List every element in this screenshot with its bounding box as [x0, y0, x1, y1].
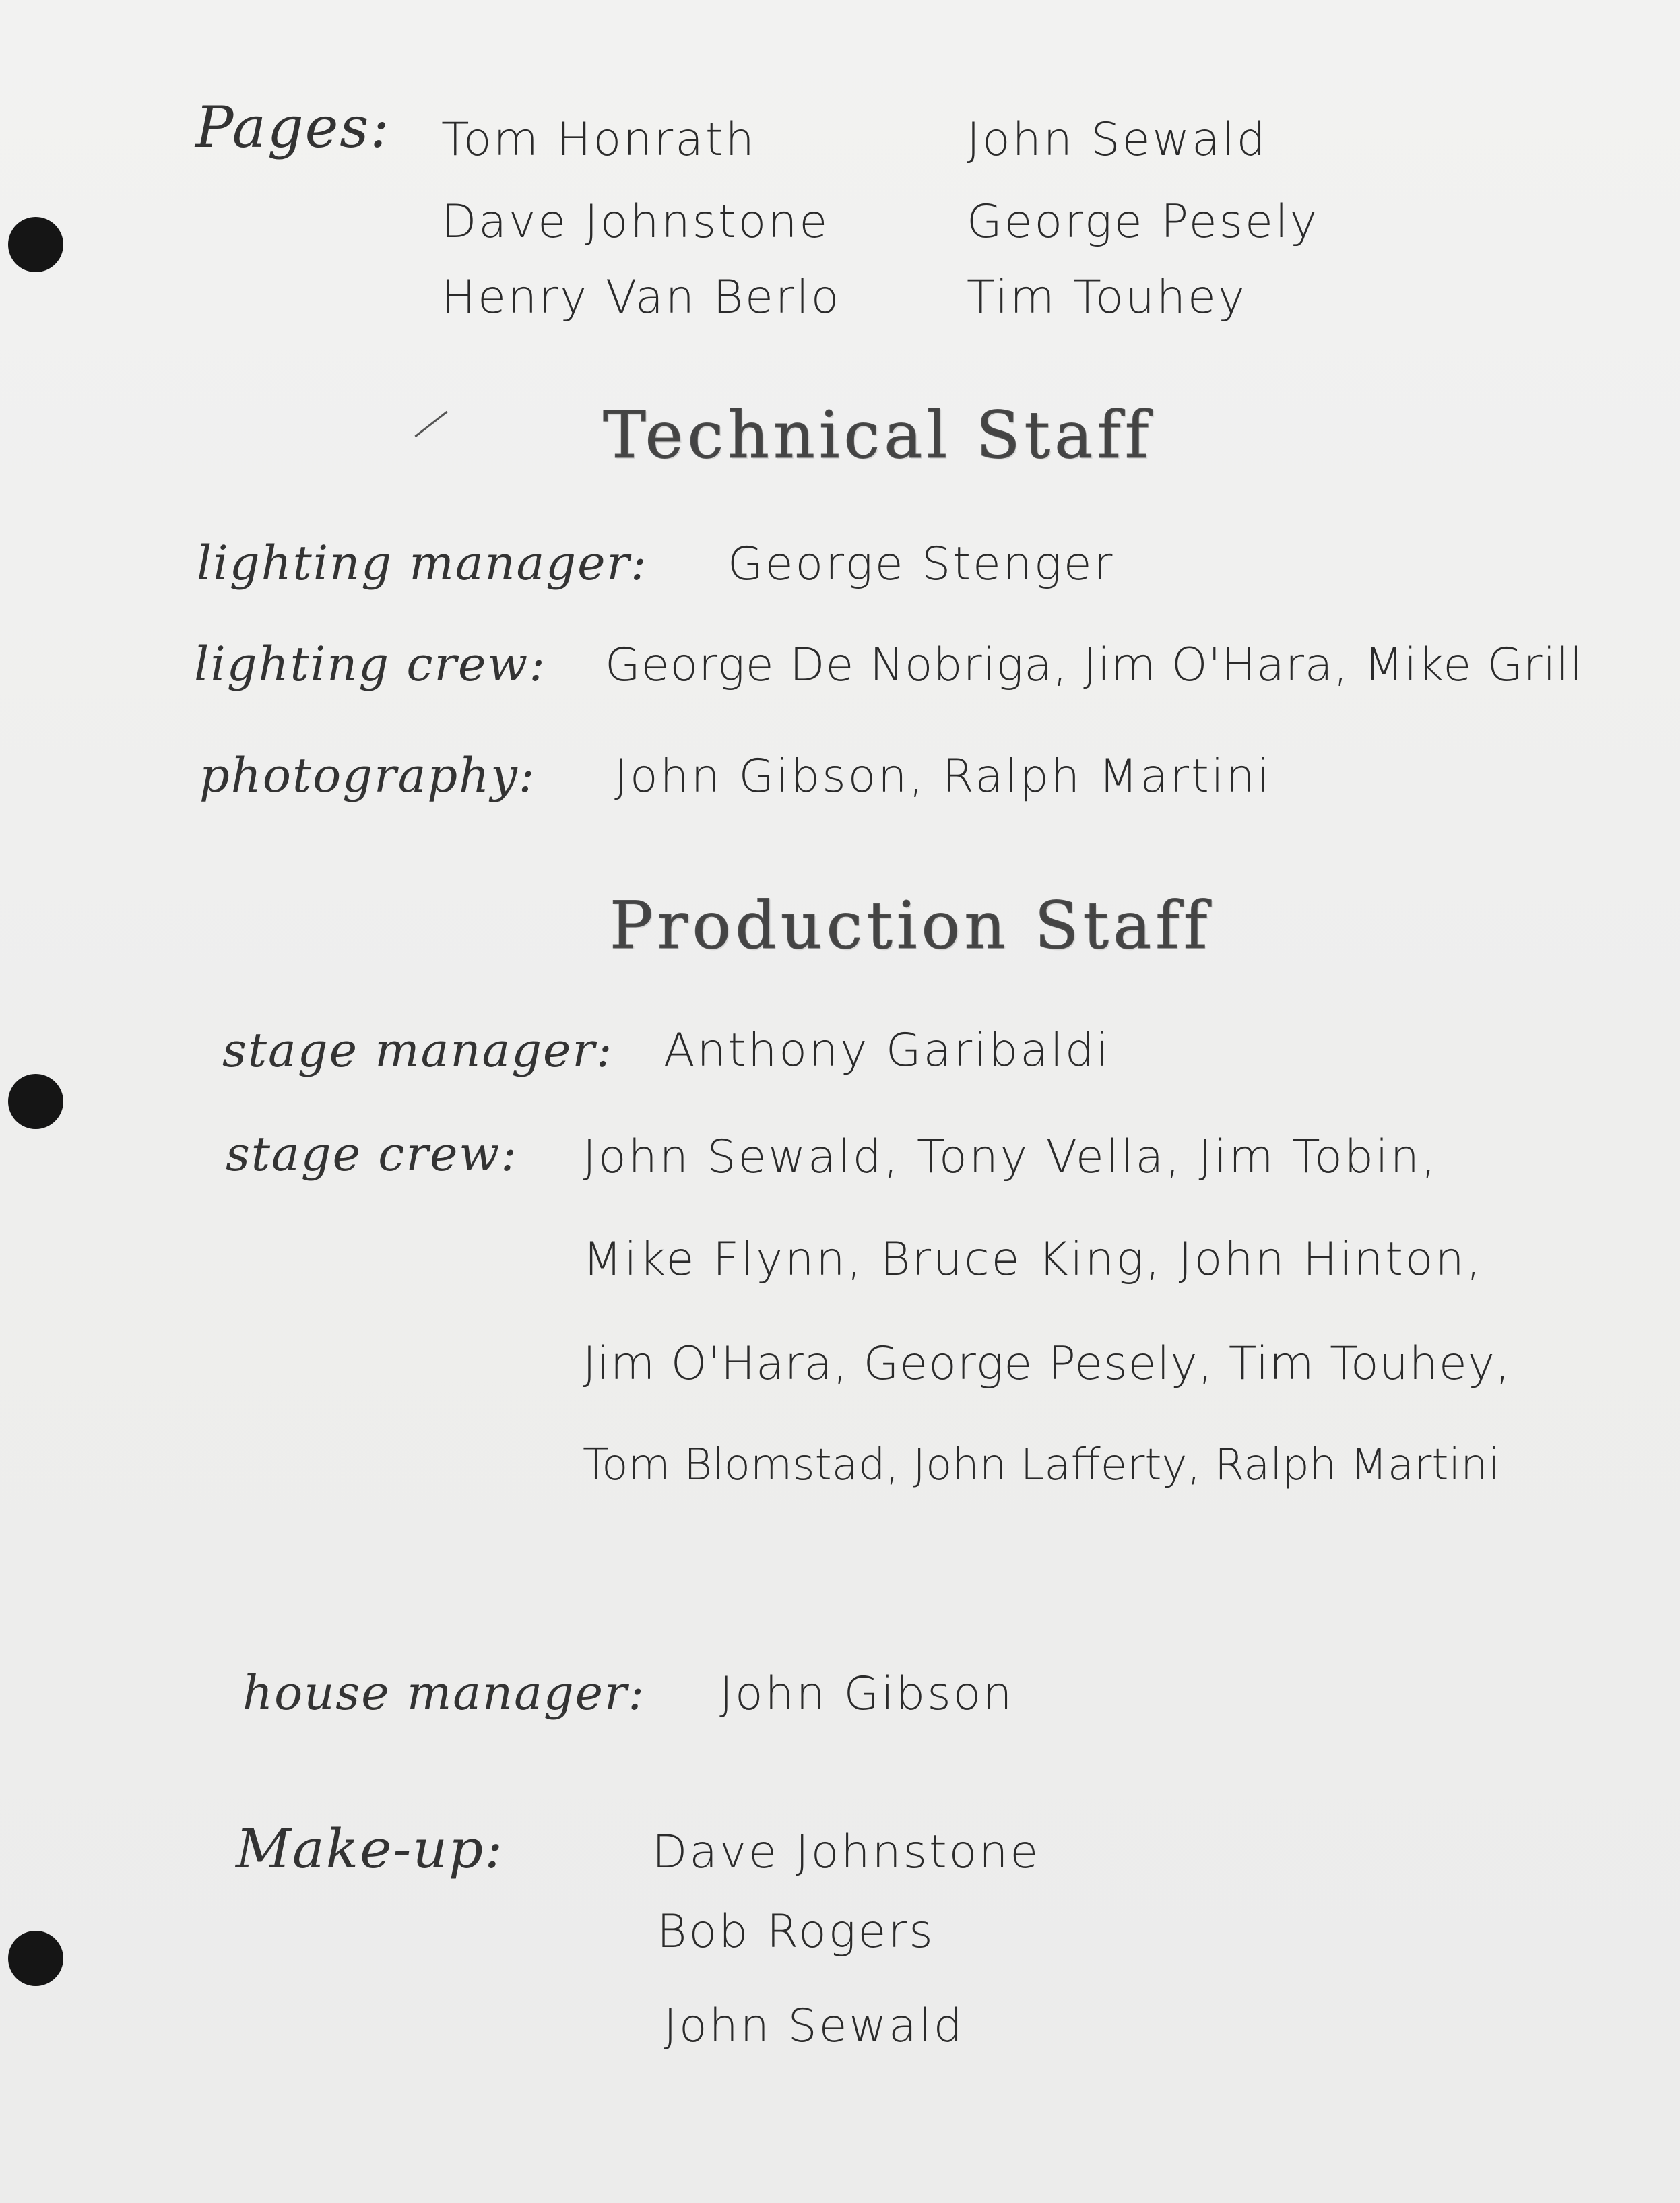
- makeup-name: John Sewald: [664, 2000, 965, 2053]
- pencil-mark: [414, 411, 447, 437]
- lighting-manager-name: George Stenger: [728, 538, 1115, 591]
- pages-name: Tom Honrath: [441, 113, 756, 166]
- pages-label: Pages:: [195, 94, 391, 160]
- stage-crew-line: Jim O'Hara, George Pesely, Tim Touhey,: [583, 1337, 1511, 1391]
- photography-names: John Gibson, Ralph Martini: [614, 750, 1272, 803]
- pages-name: John Sewald: [967, 113, 1268, 166]
- pages-name: Henry Van Berlo: [441, 271, 841, 324]
- lighting-crew-names: George De Nobriga, Jim O'Hara, Mike Grill: [605, 639, 1584, 692]
- pages-name: George Pesely: [967, 195, 1319, 249]
- pages-name: Dave Johnstone: [441, 195, 830, 249]
- house-manager-label: house manager:: [243, 1665, 646, 1721]
- binder-hole-top: [8, 217, 63, 272]
- lighting-crew-label: lighting crew:: [194, 637, 546, 692]
- stage-crew-label: stage crew:: [226, 1126, 518, 1182]
- stage-crew-line: Mike Flynn, Bruce King, John Hinton,: [583, 1233, 1483, 1286]
- stage-crew-line: John Sewald, Tony Vella, Jim Tobin,: [583, 1130, 1438, 1184]
- production-staff-heading: Production Staff: [610, 888, 1212, 963]
- house-manager-name: John Gibson: [719, 1667, 1014, 1721]
- photography-label: photography:: [199, 748, 536, 803]
- makeup-name: Bob Rogers: [657, 1905, 935, 1958]
- binder-hole-bottom: [8, 1931, 63, 1986]
- lighting-manager-label: lighting manager:: [197, 536, 648, 591]
- binder-hole-middle: [8, 1074, 63, 1129]
- makeup-name: Dave Johnstone: [652, 1826, 1041, 1879]
- pages-name: Tim Touhey: [967, 271, 1248, 324]
- makeup-label: Make-up:: [236, 1818, 505, 1880]
- stage-manager-name: Anthony Garibaldi: [664, 1024, 1111, 1077]
- stage-manager-label: stage manager:: [222, 1023, 614, 1078]
- technical-staff-heading: Technical Staff: [603, 397, 1153, 473]
- stage-crew-line: Tom Blomstad, John Lafferty, Ralph Martini: [583, 1440, 1500, 1490]
